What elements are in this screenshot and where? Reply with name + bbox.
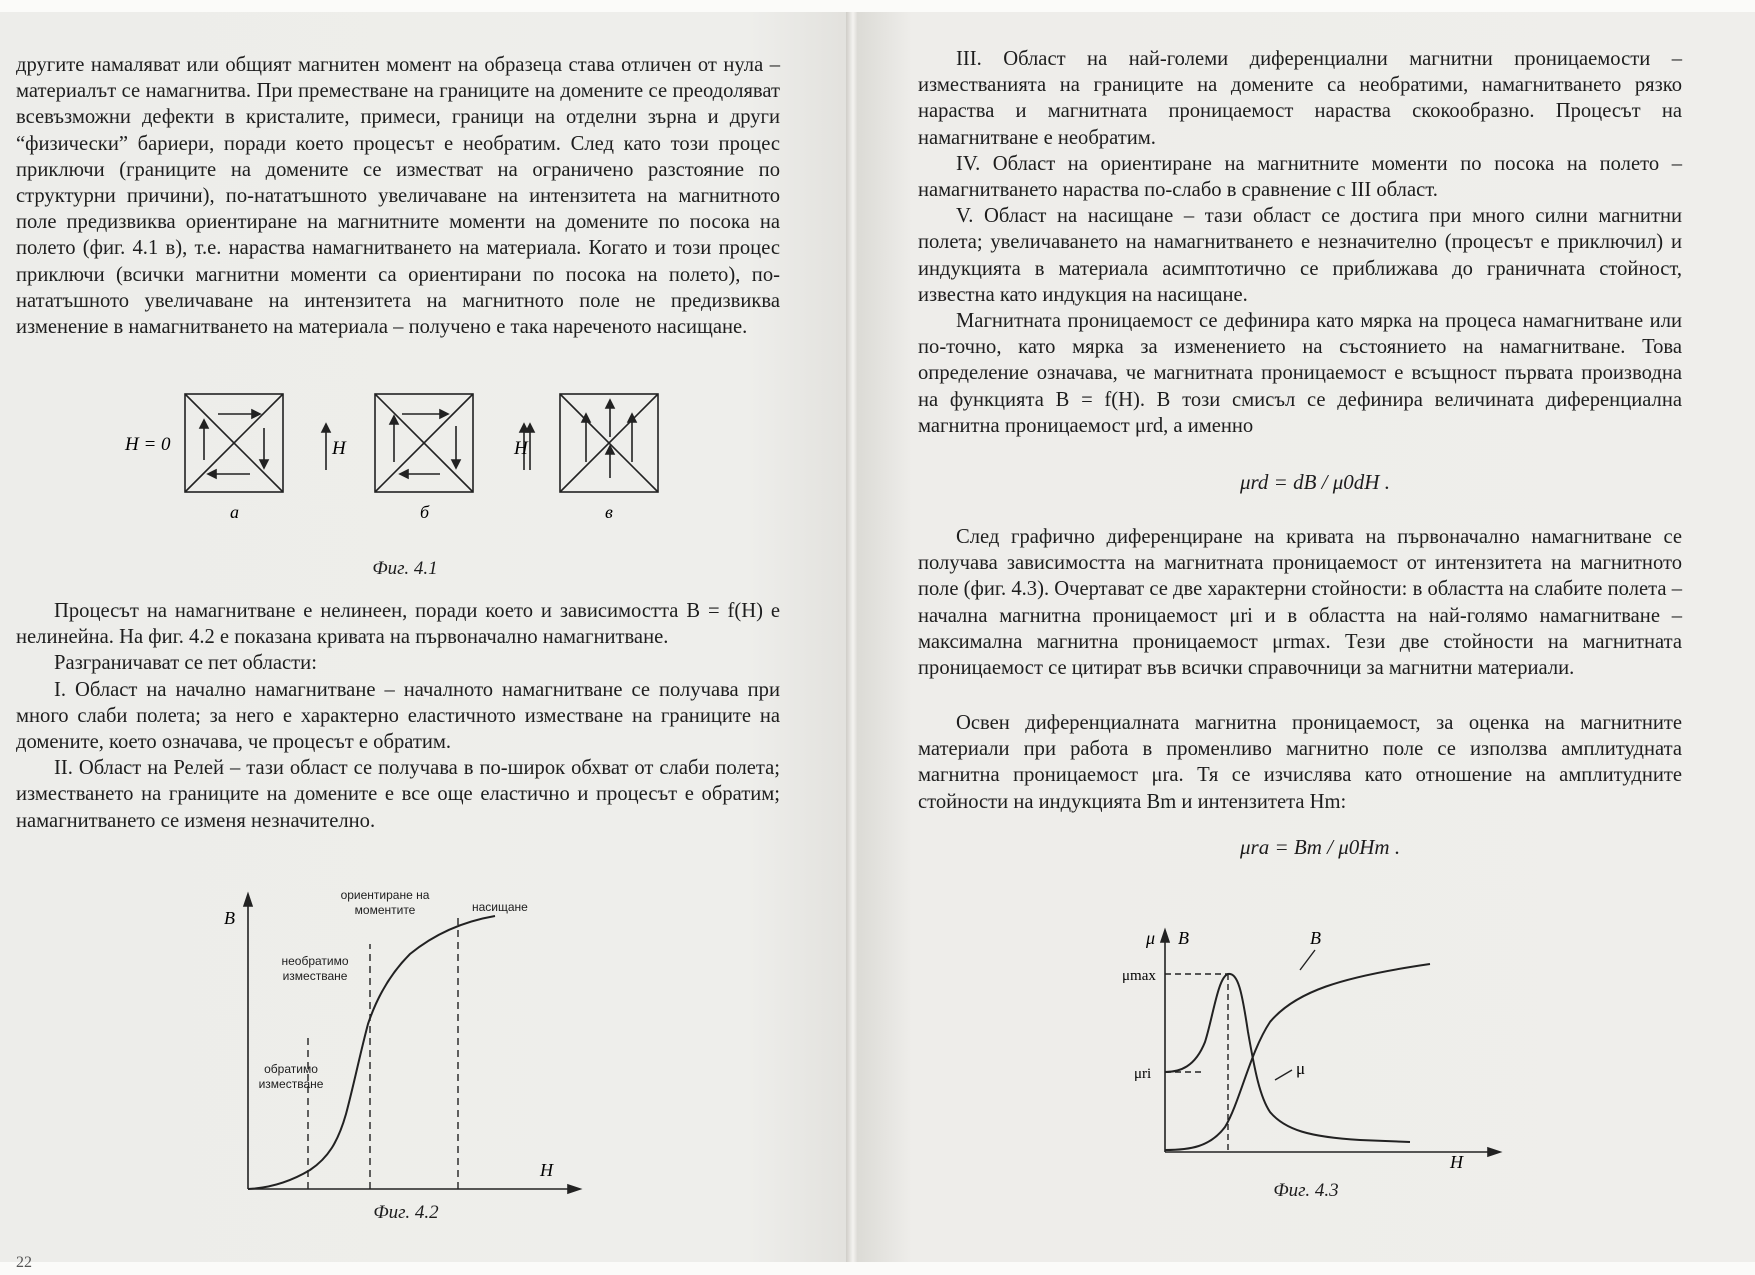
fig43-axis-x: H: [1450, 1152, 1463, 1172]
right-text-middle: [918, 524, 1682, 681]
right-paragraph-6: Освен диференциалната магнитна проницаемост, за оценка на магнитните материали при работа в променливо магнитно поле се използва амплитудната магнитна проницаемост μra. Тя се изчислява като отношение на амплитудните стойности на индукцията Bm и интензитета Hm:: [918, 712, 1682, 813]
right-paragraph-3: V. Област на насищане – тази област се достига при много силни магнитни полета; увеличаването на намагнитването е незначително (процесът е приключил) и индукцията в материала асимптотично се приближава до граничната стойност, известна като индукция на насищане.: [918, 205, 1682, 306]
right-paragraph-5: След графично диференциране на кривата на първоначално намагнитване се получава зависимостта на магнитната проницаемост от интензитета на магнитното поле (фиг. 4.3). Очертават се две характерни стойности: в областта на слабите полета – начална магнитна проницаемост μri и в областта на най-голямо намагнитване – максимална магнитна проницаемост μrmax. Тези две стойности на магнитната проницаемост се цитират във всички справочници за магнитни материали.: [918, 526, 1682, 680]
left-paragraph-3: Разграничават се пет области:: [54, 652, 317, 675]
fig41-label-b-field: H: [332, 438, 346, 459]
left-page: [0, 12, 850, 1271]
left-paragraph-5: II. Област на Релей – тази област се получава в по-широк обхват от слаби полета; изместването на границите на домените е все още еластично и процесът е обратим; намагнитването се изменя незначително.: [16, 757, 780, 832]
page-number: 22: [16, 1254, 32, 1271]
fig42-axis-x: H: [540, 1160, 553, 1180]
figure-4-1: [100, 382, 660, 522]
figure-4-3: [1110, 922, 1510, 1172]
left-text-bottom: [16, 598, 780, 834]
fig42-label-saturation: насищане: [472, 900, 528, 914]
right-paragraph-2: IV. Област на ориентиране на магнитните моменти по посока на полето – намагнитването нараства по-слабо в сравнение с III област.: [918, 152, 1682, 202]
left-paragraph-2: Процесът на намагнитване е нелинеен, поради което и зависимостта B = f(H) е нелинейна. На фиг. 4.2 е показана кривата на първоначално намагнитване.: [16, 600, 780, 649]
fig43-axis-y-mu: μ: [1146, 928, 1156, 948]
b-curve: [1165, 964, 1430, 1150]
fig43-label-curve-b: B: [1310, 928, 1321, 948]
fig41-sub-c: в: [605, 502, 613, 522]
fig43-label-muri: μri: [1134, 1066, 1152, 1082]
left-text-top: [16, 52, 780, 340]
fig41-sub-b: б: [420, 502, 430, 522]
fig43-axis-y-b: B: [1178, 928, 1189, 948]
fig42-label-reversible: обратимо изместване: [258, 1062, 324, 1091]
formula-amplitude-permeability: μra = Bm / μ0Hm .: [1240, 835, 1401, 859]
fig41-caption: Фиг. 4.1: [372, 558, 438, 579]
figure-4-2: [210, 884, 590, 1204]
fig43-label-curve-mu: μ: [1296, 1059, 1306, 1078]
fig41-label-a-field: H = 0: [125, 434, 171, 455]
fig42-label-irreversible: необратимо изместване: [281, 954, 349, 983]
right-text-bottom: [918, 710, 1682, 815]
fig41-label-c-field: H: [514, 438, 528, 459]
right-text-top: [918, 46, 1682, 439]
left-paragraph-4: I. Област на начално намагнитване – началното намагнитване се получава при много слаби полета; за него е характерно еластичното изместване на границите на домените, което означава, че процесът е обратим.: [16, 678, 780, 754]
formula-differential-permeability: μrd = dB / μ0dH .: [1240, 470, 1390, 494]
mu-curve: [1165, 974, 1410, 1142]
right-paragraph-1: III. Област на най-големи диференциални магнитни проницаемости – изместванията на границите на домените са необратими, намагнитването рязко нараства и магнитната проницаемост нараства скокообразно. Процесът на намагнитване е необратим.: [918, 48, 1682, 149]
fig42-axis-y: B: [224, 908, 235, 928]
left-paragraph-1: другите намаляват или общият магнитен момент на образеца става отличен от нула – материалът се намагнитва. При преместване на границите на домените се преодоляват всевъзможни дефекти в кристалите, примеси, граници на отделни зърна и други “физически” бариери, поради което процесът е необратим. След като този процес приключи (границите на домените се изместват на ограничено разстояние по структурни причини), по-нататъшното увеличаване на интензитета на магнитното поле предизвиква ориентиране на магнитните моменти на домените по посока на полето (фиг. 4.1 в), т.е. нараства намагнитването на материала. Когато и този процес приключи (всички магнитни моменти са ориентирани по посока на полето), по-нататъшното увеличаване на интензитета на магнитното поле не предизвиква изменение в намагнитването на материала – получено е така нареченото насищане.: [16, 54, 780, 339]
fig43-label-mumax: μmax: [1122, 968, 1156, 984]
fig42-caption: Фиг. 4.2: [373, 1202, 439, 1223]
fig42-label-orientation: ориентиране на моментите: [340, 888, 430, 917]
fig43-caption: Фиг. 4.3: [1273, 1180, 1339, 1201]
right-paragraph-4: Магнитната проницаемост се дефинира като мярка на процеса намагнитване или по-точно, като мярка за изменението на състоянието на намагнитване. Това определение означава, че магнитната проницаемост е всъщност първата производна на функцията B = f(H). В този смисъл се дефинира величината диференциална магнитна проницаемост μrd, а именно: [918, 310, 1682, 437]
fig41-sub-a: а: [230, 502, 239, 522]
